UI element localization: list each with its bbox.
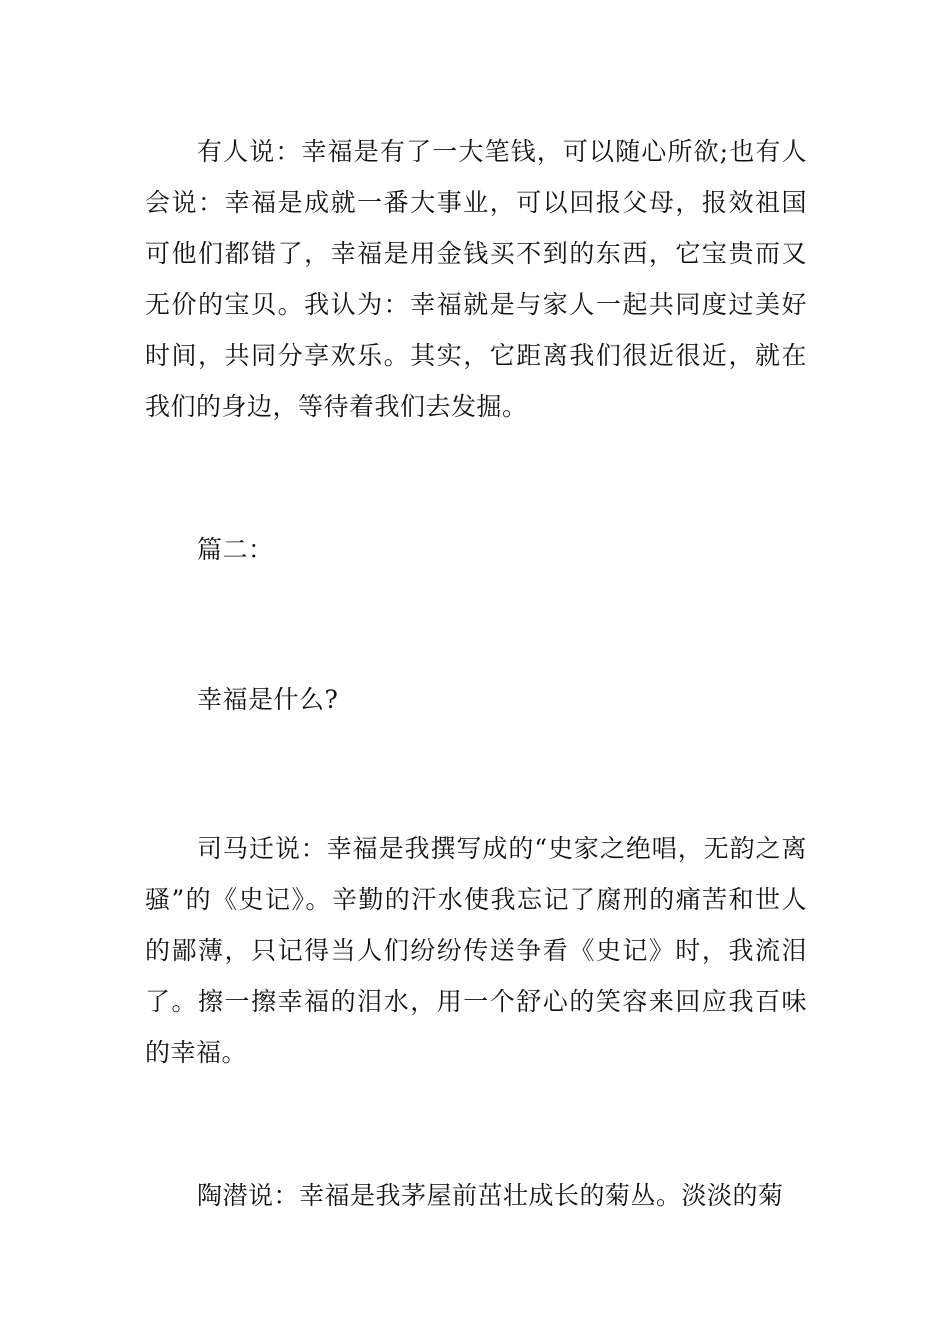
section-heading: 篇二： — [197, 535, 274, 564]
paragraph-tao-qian: 陶潜说：幸福是我茅屋前茁壮成长的菊丛。淡淡的菊 — [197, 1181, 784, 1210]
paragraph-intro: 有人说：幸福是有了一大笔钱，可以随心所欲;也有人会说：幸福是成就一番大事业，可以回报父母，报效祖国可他们都错了，幸福是用金钱买不到的东西，它宝贵而又无价的宝贝。我认为：幸福就是与家人一起共同度过美好时间，共同分享欢乐。其实，它距离我们很近很近，就在我们的身边，等待着我们去发掘。 — [145, 137, 807, 421]
paragraph-sima-qian: 司马迁说：幸福是我撰写成的“史家之绝唱，无韵之离骚”的《史记》。辛勤的汗水使我忘记了腐刑的痛苦和世人的鄙薄，只记得当人们纷纷传送争看《史记》时，我流泪了。擦一擦幸福的泪水，用一个舒心的笑容来回应我百味的幸福。 — [145, 834, 807, 1067]
question-heading: 幸福是什么? — [197, 685, 339, 714]
